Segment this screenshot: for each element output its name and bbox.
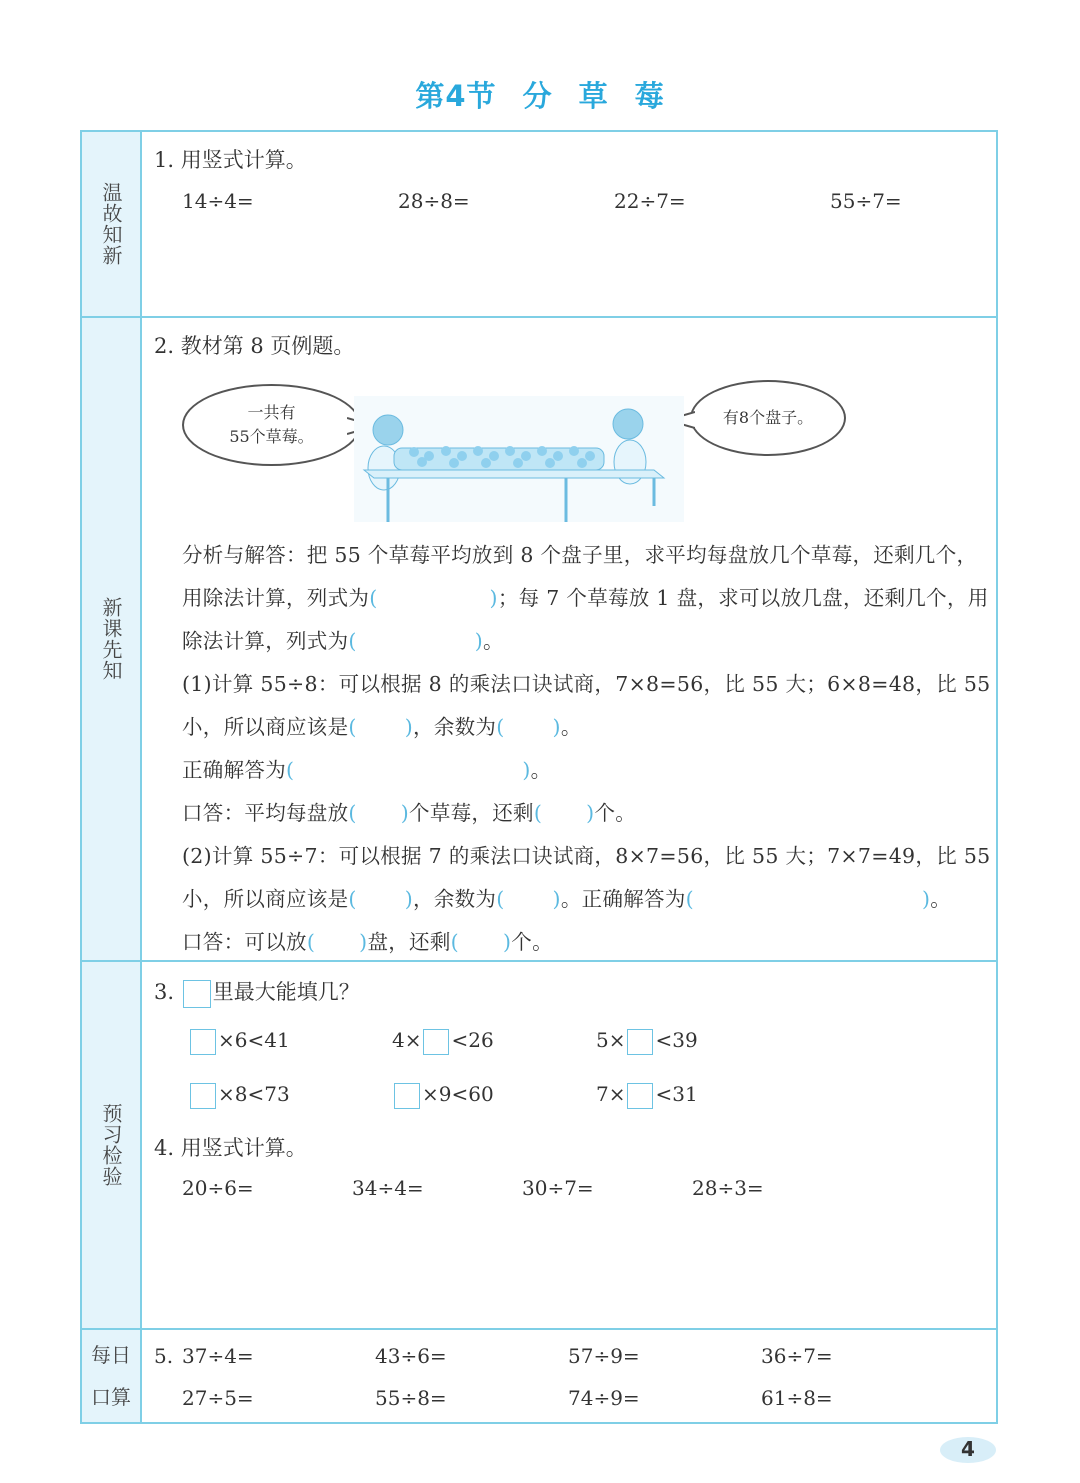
title-char-3: 莓 [634,79,665,113]
q5-item: 55÷8= [375,1386,447,1410]
inequality-3: 5× <39 [596,1028,698,1055]
inequality-2: 4× <26 [392,1028,494,1055]
question-5-number: 5. [154,1344,174,1368]
q4-item: 28÷3= [692,1176,764,1200]
section-label-preview: 新课先知 [82,318,142,960]
inequality-4: ×8<73 [188,1082,290,1109]
q1-item: 22÷7= [614,189,686,213]
page-number: 4 [940,1437,996,1463]
title-char-2: 草 [578,79,609,113]
section-daily-mental [82,1330,998,1422]
section-review [82,132,998,318]
section-label-review: 温故知新 [82,132,142,316]
answer-box[interactable] [627,1029,653,1055]
answer-box[interactable] [190,1083,216,1109]
step-2-quotient-line: 小，所以商应该是( )，余数为( )。正确解答为( )。 [182,887,952,911]
q4-item: 34÷4= [352,1176,424,1200]
section-label-daily: 每日 口算 [82,1330,142,1422]
answer-box[interactable] [190,1029,216,1055]
q1-item: 28÷8= [398,189,470,213]
q5-item: 27÷5= [182,1386,254,1410]
q5-item: 61÷8= [761,1386,833,1410]
q1-item: 14÷4= [182,189,254,213]
q5-item: 37÷4= [182,1344,254,1368]
answer-box[interactable] [423,1029,449,1055]
inequality-1: ×6<41 [188,1028,290,1055]
question-1-title: 1. 用竖式计算。 [154,148,307,172]
step-1-line: (1)计算 55÷8：可以根据 8 的乘法口诀试商，7×8=56，比 55 大；6×8=48，比 55 [182,672,991,696]
q5-item: 57÷9= [568,1344,640,1368]
step-2-line: (2)计算 55÷7：可以根据 7 的乘法口诀试商，8×7=56，比 55 大；7×7=49，比 55 [182,844,991,868]
monkeys-strawberries-illustration [354,396,684,522]
step-1-answer-line: 正确解答为( )。 [182,758,552,782]
analysis-line-2: 用除法计算，列式为( )；每 7 个草莓放 1 盘，求可以放几盘，还剩几个，用 [182,586,989,610]
question-2-title: 2. 教材第 8 页例题。 [154,334,355,358]
analysis-line-3: 除法计算，列式为( )。 [182,629,504,653]
title-char-1: 分 [522,79,553,113]
inequality-5: ×9<60 [392,1082,494,1109]
answer-box[interactable] [394,1083,420,1109]
q5-item: 36÷7= [761,1344,833,1368]
inequality-6: 7× <31 [596,1082,698,1109]
worksheet-frame [80,130,998,1424]
speech-bubble-right: 有8个盘子。 [690,380,846,456]
answer-box[interactable] [627,1083,653,1109]
speech-bubble-left: 一共有 55个草莓。 [182,384,361,466]
q4-item: 30÷7= [522,1176,594,1200]
q4-item: 20÷6= [182,1176,254,1200]
q5-item: 43÷6= [375,1344,447,1368]
step-2-oral-answer: 口答：可以放( )盘，还剩( )个。 [182,930,553,954]
section-label-practice: 预习检验 [82,962,142,1328]
question-3-title: 3. 里最大能填几？ [154,976,360,1008]
question-4-title: 4. 用竖式计算。 [154,1136,307,1160]
page-title [0,74,1080,115]
q1-item: 55÷7= [830,189,902,213]
analysis-line-1: 分析与解答：把 55 个草莓平均放到 8 个盘子里，求平均每盘放几个草莓，还剩几个， [182,543,978,567]
lesson-number: 第4节 [415,79,497,113]
q5-item: 74÷9= [568,1386,640,1410]
step-1-quotient-line: 小，所以商应该是( )，余数为( )。 [182,715,582,739]
step-1-oral-answer: 口答：平均每盘放( )个草莓，还剩( )个。 [182,801,637,825]
box-symbol [183,980,211,1008]
section-practice-check [82,962,998,1330]
section-preview [82,318,998,962]
